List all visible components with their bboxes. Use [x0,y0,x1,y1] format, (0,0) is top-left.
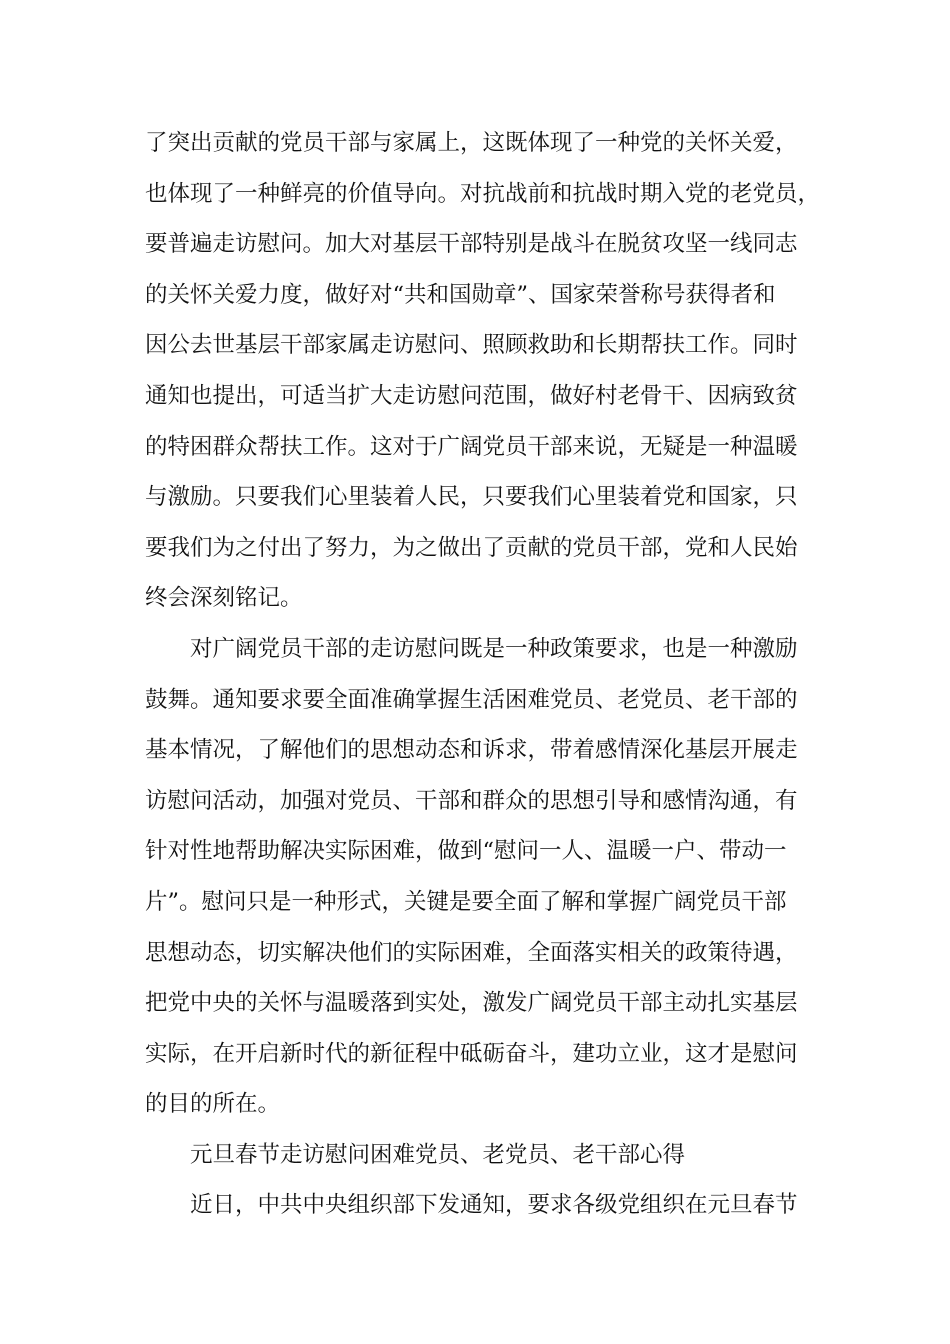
text-line: 访慰问活动，加强对党员、干部和群众的思想引导和感情沟通，有 [145,787,798,814]
text-line: 片”。慰问只是一种形式，关键是要全面了解和掌握广阔党员干部 [145,888,787,915]
text-line: 的特困群众帮扶工作。这对于广阔党员干部来说，无疑是一种温暖 [145,433,798,460]
section-heading: 元旦春节走访慰问困难党员、老党员、老干部心得 [190,1141,686,1168]
text-line: 的关怀关爱力度，做好对“共和国勋章”、国家荣誉称号获得者和 [145,281,776,308]
text-line: 基本情况，了解他们的思想动态和诉求，带着感情深化基层开展走 [145,737,798,764]
text-line: 要普遍走访慰问。加大对基层干部特别是战斗在脱贫攻坚一线同志 [145,231,798,258]
text-line: 终会深刻铭记。 [145,585,303,612]
text-line: 要我们为之付出了努力，为之做出了贡献的党员干部，党和人民始 [145,534,798,561]
text-line: 也体现了一种鲜亮的价值导向。对抗战前和抗战时期入党的老党员， [145,180,821,207]
text-line: 因公去世基层干部家属走访慰问、照顾救助和长期帮扶工作。同时 [145,332,798,359]
text-line: 的目的所在。 [145,1091,281,1118]
paragraph-first-line: 对广阔党员干部的走访慰问既是一种政策要求，也是一种激励 [190,635,798,662]
paragraph-first-line: 近日，中共中央组织部下发通知，要求各级党组织在元旦春节 [190,1192,798,1219]
body-text [145,128,825,1241]
text-line: 实际，在开启新时代的新征程中砥砺奋斗，建功立业，这才是慰问 [145,1040,798,1067]
text-line: 与激励。只要我们心里装着人民，只要我们心里装着党和国家，只 [145,484,798,511]
text-line: 通知也提出，可适当扩大走访慰问范围，做好村老骨干、因病致贫 [145,382,798,409]
text-line: 思想动态，切实解决他们的实际困难，全面落实相关的政策待遇， [145,939,798,966]
text-line: 针对性地帮助解决实际困难，做到“慰问一人、温暖一户、带动一 [145,838,787,865]
text-line: 鼓舞。通知要求要全面准确掌握生活困难党员、老党员、老干部的 [145,686,798,713]
text-line: 了突出贡献的党员干部与家属上，这既体现了一种党的关怀关爱， [145,130,798,156]
text-line: 把党中央的关怀与温暖落到实处，激发广阔党员干部主动扎实基层 [145,990,798,1017]
